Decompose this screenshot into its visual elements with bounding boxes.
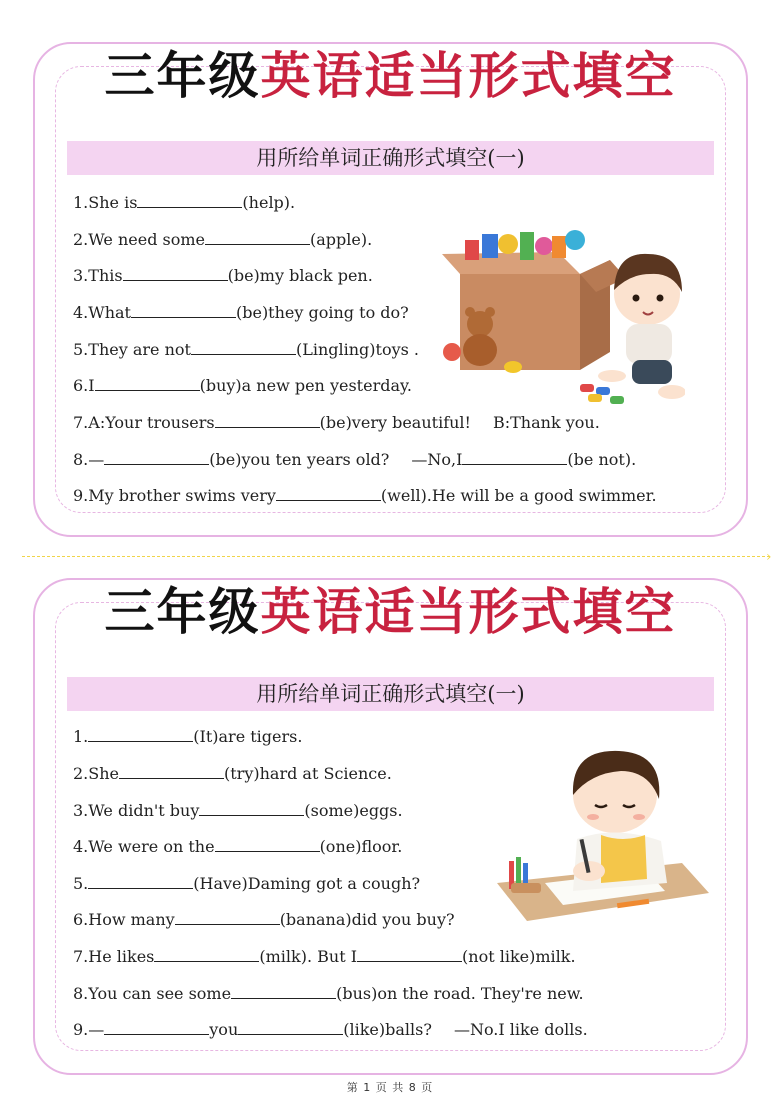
question-text: (Have)Daming got a cough? bbox=[193, 874, 421, 893]
question-text: 4.What bbox=[73, 303, 131, 322]
boy-with-toy-box-illustration bbox=[440, 222, 685, 407]
question-text: 9.— bbox=[73, 1020, 105, 1039]
question-text: 5.They are not bbox=[73, 340, 191, 359]
answer-blank[interactable] bbox=[199, 801, 304, 816]
title-topic: 英语适当形式填空 bbox=[260, 583, 677, 641]
answer-blank[interactable] bbox=[191, 340, 296, 355]
question-text: (be)very beautiful! bbox=[319, 413, 471, 432]
page-footer: 第 1 页 共 8 页 bbox=[346, 1081, 434, 1094]
question-text: 1.She is bbox=[73, 193, 138, 212]
question-text: (buy)a new pen yesterday. bbox=[199, 376, 412, 395]
question-text: you bbox=[209, 1020, 239, 1039]
question-text: 4.We were on the bbox=[73, 837, 215, 856]
question-item bbox=[73, 801, 403, 821]
question-text: 7.A:Your trousers bbox=[73, 413, 215, 432]
question-text: (some)eggs. bbox=[304, 801, 403, 820]
question-text: 8.— bbox=[73, 450, 105, 469]
question-text: (be)my black pen. bbox=[227, 266, 373, 285]
question-text: (be not). bbox=[567, 450, 637, 469]
answer-blank[interactable] bbox=[154, 947, 259, 962]
question-text: 3.This bbox=[73, 266, 123, 285]
question-item bbox=[73, 874, 420, 894]
answer-blank[interactable] bbox=[175, 910, 280, 925]
answer-blank[interactable] bbox=[104, 450, 209, 465]
question-text: (It)are tigers. bbox=[193, 727, 303, 746]
answer-blank[interactable] bbox=[131, 303, 236, 318]
answer-blank[interactable] bbox=[205, 230, 310, 245]
worksheet-subtitle: 用所给单词正确形式填空(一) bbox=[67, 677, 714, 711]
question-item bbox=[73, 984, 584, 1004]
divider-arrow-icon: › bbox=[766, 549, 772, 565]
question-item bbox=[73, 413, 600, 433]
question-text: B:Thank you. bbox=[492, 413, 600, 432]
question-text: (bus)on the road. They're new. bbox=[336, 984, 584, 1003]
question-text: (not like)milk. bbox=[462, 947, 576, 966]
question-text: 6.How many bbox=[73, 910, 175, 929]
worksheet-card-1 bbox=[33, 42, 748, 537]
question-item bbox=[73, 193, 295, 213]
question-text: —No.I like dolls. bbox=[453, 1020, 588, 1039]
question-text: (Lingling)toys . bbox=[295, 340, 419, 359]
question-item bbox=[73, 764, 392, 784]
question-item bbox=[73, 1020, 588, 1040]
question-text: (be)they going to do? bbox=[235, 303, 409, 322]
question-text: 7.He likes bbox=[73, 947, 155, 966]
answer-blank[interactable] bbox=[215, 837, 320, 852]
question-text: (well).He will be a good swimmer. bbox=[380, 486, 657, 505]
question-text: (like)balls? bbox=[343, 1020, 432, 1039]
answer-blank[interactable] bbox=[123, 266, 228, 281]
question-text: (try)hard at Science. bbox=[224, 764, 392, 783]
answer-blank[interactable] bbox=[119, 764, 224, 779]
title-grade: 三年级 bbox=[104, 47, 261, 105]
question-text: 9.My brother swims very bbox=[73, 486, 276, 505]
sheet-divider bbox=[22, 556, 770, 557]
question-item bbox=[73, 837, 402, 857]
worksheet-card-2 bbox=[33, 578, 748, 1075]
question-text: 1. bbox=[73, 727, 89, 746]
answer-blank[interactable] bbox=[88, 727, 193, 742]
question-item bbox=[73, 303, 409, 323]
question-item bbox=[73, 727, 302, 747]
answer-blank[interactable] bbox=[276, 486, 381, 501]
question-item bbox=[73, 266, 373, 286]
question-text: 2.She bbox=[73, 764, 119, 783]
question-text: (help). bbox=[242, 193, 296, 212]
title-grade: 三年级 bbox=[104, 583, 261, 641]
answer-blank[interactable] bbox=[238, 1020, 343, 1035]
answer-blank[interactable] bbox=[357, 947, 462, 962]
answer-blank[interactable] bbox=[231, 984, 336, 999]
question-item bbox=[73, 230, 372, 250]
question-text: 5. bbox=[73, 874, 89, 893]
question-text: (be)you ten years old? bbox=[209, 450, 390, 469]
question-text: 8.You can see some bbox=[73, 984, 232, 1003]
question-text: —No,I bbox=[411, 450, 463, 469]
title-topic: 英语适当形式填空 bbox=[260, 47, 677, 105]
answer-blank[interactable] bbox=[215, 413, 320, 428]
answer-blank[interactable] bbox=[88, 874, 193, 889]
question-item bbox=[73, 910, 455, 930]
worksheet-title bbox=[35, 46, 746, 106]
question-text: (one)floor. bbox=[319, 837, 403, 856]
question-item bbox=[73, 450, 636, 470]
question-item bbox=[73, 340, 419, 360]
question-text: (milk). But I bbox=[259, 947, 358, 966]
question-item bbox=[73, 376, 412, 396]
question-text: 2.We need some bbox=[73, 230, 206, 249]
boy-drawing-at-desk-illustration bbox=[497, 743, 709, 928]
worksheet-subtitle: 用所给单词正确形式填空(一) bbox=[67, 141, 714, 175]
worksheet-title bbox=[35, 582, 746, 642]
answer-blank[interactable] bbox=[104, 1020, 209, 1035]
question-text: (banana)did you buy? bbox=[279, 910, 455, 929]
answer-blank[interactable] bbox=[137, 193, 242, 208]
question-text: 3.We didn't buy bbox=[73, 801, 200, 820]
question-text: 6.I bbox=[73, 376, 95, 395]
answer-blank[interactable] bbox=[462, 450, 567, 465]
answer-blank[interactable] bbox=[95, 376, 200, 391]
question-item bbox=[73, 947, 576, 967]
question-text: (apple). bbox=[310, 230, 373, 249]
question-item bbox=[73, 486, 657, 506]
